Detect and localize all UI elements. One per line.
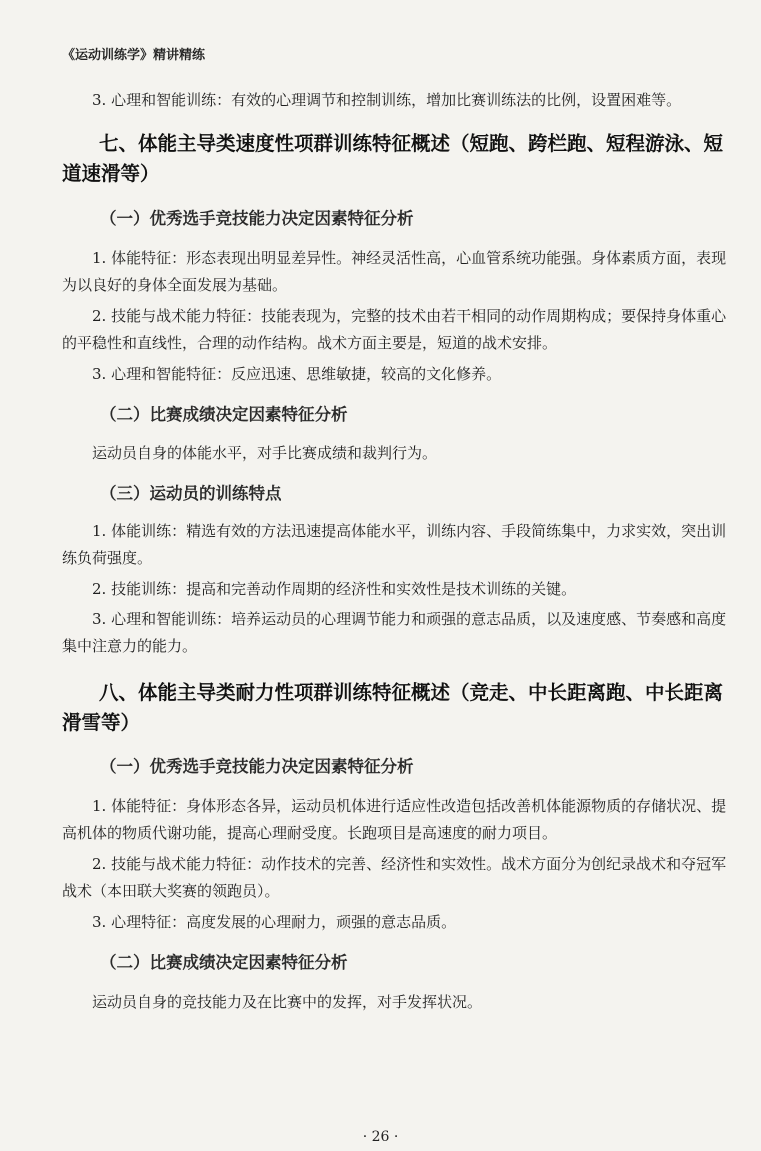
section-7-title: 七、体能主导类速度性项群训练特征概述（短跑、跨栏跑、短程游泳、短道速滑等）	[62, 132, 724, 185]
page-number: · 26 ·	[362, 1129, 399, 1145]
paragraph-mental-training-top: 3. 心理和智能训练：有效的心理调节和控制训练，增加比赛训练法的比例，设置困难等。	[92, 91, 682, 109]
section-7-subheading-2: （二）比赛成绩决定因素特征分析	[100, 405, 348, 424]
section-7-paragraph-physical-training: 1. 体能训练：精选有效的方法迅速提高体能水平，训练内容、手段简练集中，力求实效，突出训练负荷强度。	[62, 522, 727, 567]
section-8-subheading-1: （一）优秀选手竞技能力决定因素特征分析	[100, 757, 414, 776]
section-8-paragraph-skill-tactics: 2. 技能与战术能力特征：动作技术的完善、经济性和实效性。战术方面分为创纪录战术和夺冠军战术（本田联大奖赛的领跑员）。	[62, 855, 727, 900]
section-8-paragraph-mental: 3. 心理特征：高度发展的心理耐力，顽强的意志品质。	[92, 913, 457, 931]
section-7-paragraph-mental-training: 3. 心理和智能训练：培养运动员的心理调节能力和顽强的意志品质，以及速度感、节奏感和高度集中注意力的能力。	[62, 610, 727, 655]
section-7-subheading-3: （三）运动员的训练特点	[100, 484, 282, 503]
section-8-subheading-2: （二）比赛成绩决定因素特征分析	[100, 953, 348, 972]
section-7-paragraph-results: 运动员自身的体能水平，对手比赛成绩和裁判行为。	[92, 444, 438, 462]
section-7-paragraph-mental: 3. 心理和智能特征：反应迅速、思维敏捷，较高的文化修养。	[92, 365, 502, 383]
section-7-paragraph-skill-tactics: 2. 技能与战术能力特征：技能表现为，完整的技术由若干相同的动作周期构成；要保持身体重心的平稳性和直线性，合理的动作结构。战术方面主要是，短道的战术安排。	[62, 307, 727, 352]
section-8-title: 八、体能主导类耐力性项群训练特征概述（竞走、中长距离跑、中长距离滑雪等）	[62, 681, 724, 734]
section-7-paragraph-physical: 1. 体能特征：形态表现出明显差异性。神经灵活性高，心血管系统功能强。身体素质方面，表现为以良好的身体全面发展为基础。	[62, 249, 727, 294]
running-header: 《运动训练学》精讲精练	[62, 48, 206, 63]
section-7-paragraph-skill-training: 2. 技能训练：提高和完善动作周期的经济性和实效性是技术训练的关键。	[92, 580, 577, 598]
section-8-paragraph-results: 运动员自身的竞技能力及在比赛中的发挥，对手发挥状况。	[92, 993, 483, 1011]
section-7-subheading-1: （一）优秀选手竞技能力决定因素特征分析	[100, 209, 414, 228]
section-8-paragraph-physical: 1. 体能特征：身体形态各异，运动员机体进行适应性改造包括改善机体能源物质的存储状况、提高机体的物质代谢功能，提高心理耐受度。长跑项目是高速度的耐力项目。	[62, 797, 727, 842]
